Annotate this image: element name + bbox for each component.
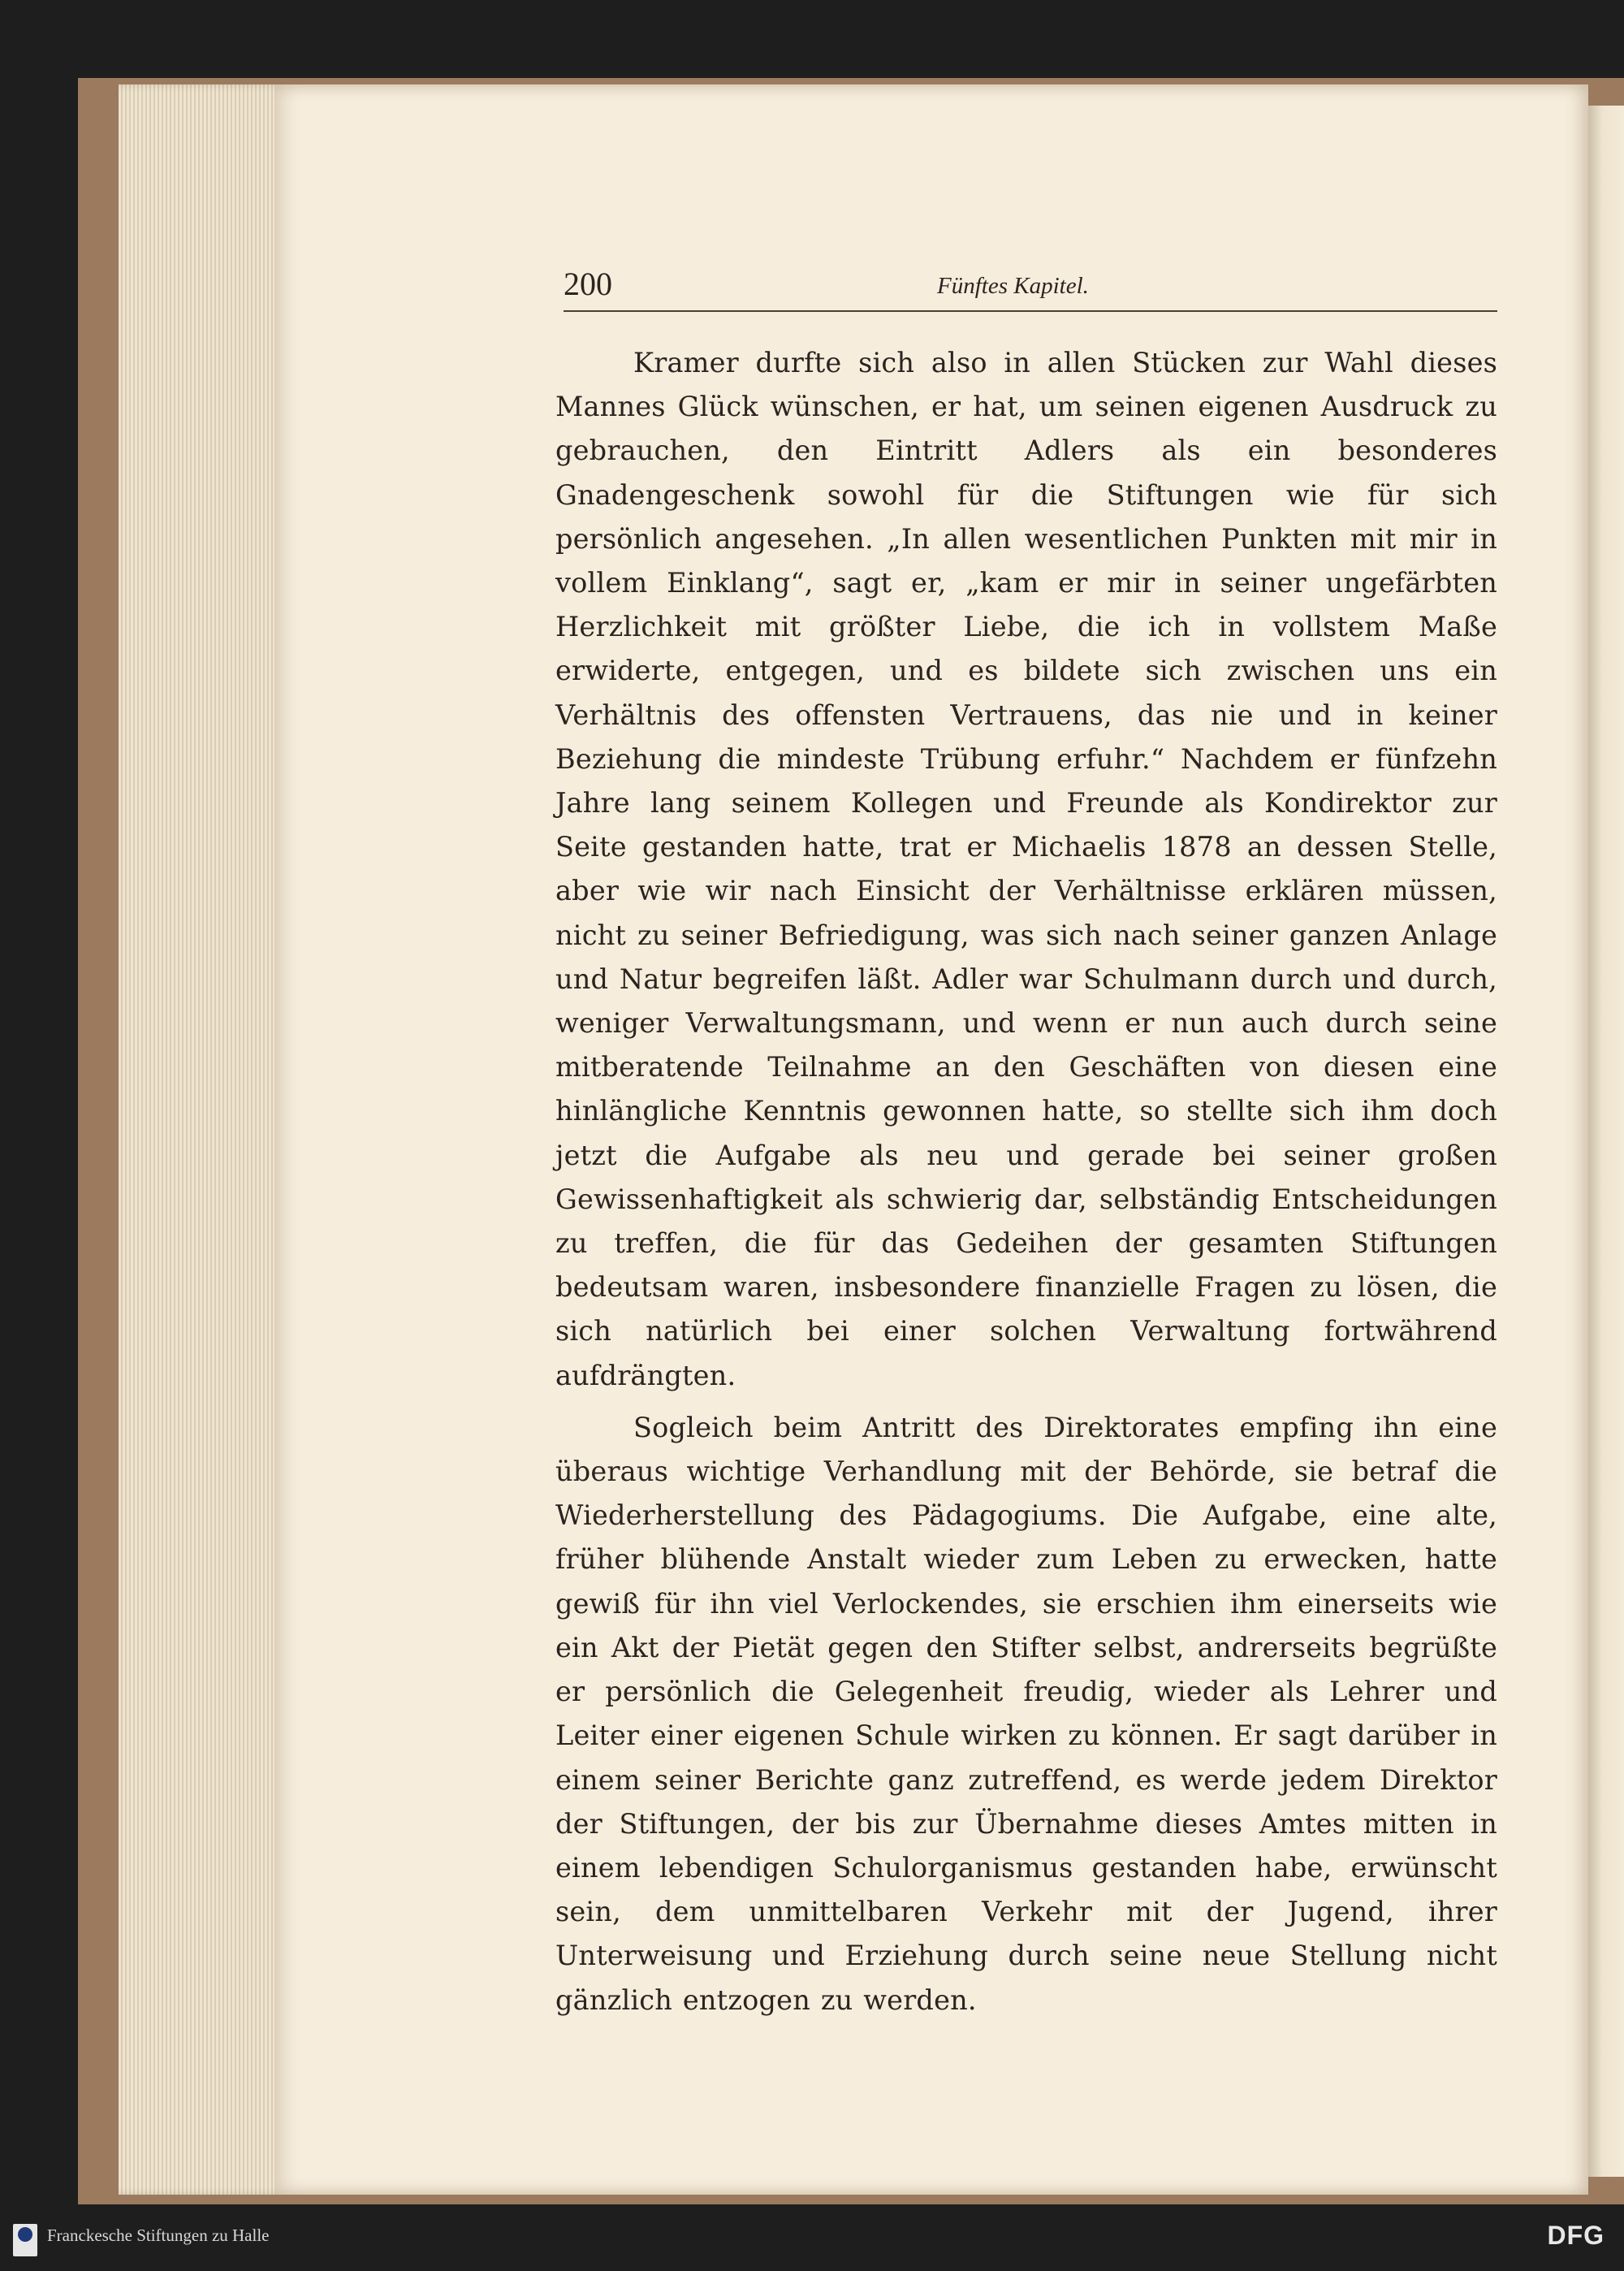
page-number: 200 [564,266,612,302]
paragraph: Kramer durfte sich also in allen Stücken zur Wahl dieses Mannes Glück wünschen, er hat, um seinen eigenen Ausdruck zu gebrauchen, den Eintritt Adlers als ein besonderes Gnadengeschenk sowohl für die Stiftungen wie für sich persönlich angesehen. „In allen wesentlichen Punkten mit mir in vollem Einklang“, sagt er, „kam er mir in seiner ungefärbten Herzlichkeit mit größter Liebe, die ich in vollstem Maße erwiderte, entgegen, und es bildete sich zwischen uns ein Verhältnis des offensten Vertrauens, das nie und in keiner Beziehung die mindeste Trübung erfuhr.“ Nachdem er fünfzehn Jahre lang seinem Kollegen und Freunde als Kondirektor zur Seite gestanden hatte, trat er Michaelis 1878 an dessen Stelle, aber wie wir nach Einsicht der Verhältnisse erklären müssen, nicht zu seiner Befriedigung, was sich nach seiner ganzen Anlage und Natur begreifen läßt. Adler war Schulmann durch und durch, weniger Verwaltungsmann, und wenn er nun auch durch seine mitberatende Teilnahme an den Geschäften von diesen eine hinlängliche Kenntnis gewonnen hatte, so stellte sich ihm doch jetzt die Aufgabe als neu und gerade bei seiner großen Gewissenhaftigkeit als schwierig dar, selbständig Entscheidungen zu treffen, die für das Gedeihen der gesamten Stiftungen bedeutsam waren, insbesondere finanzielle Fragen zu lösen, die sich natürlich bei einer solchen Verwaltung fortwährend aufdrängten. [555,347,1497,1391]
body-text [555,341,1497,2022]
institution-name: Franckesche Stiftungen zu Halle [47,2226,270,2245]
running-head: Fünftes Kapitel. [937,273,1089,299]
facing-page-edge [1588,106,1624,2177]
page-edges [119,84,299,2195]
paragraph: Sogleich beim Antritt des Direktorates empfing ihn eine überaus wichtige Verhandlung mit der Behörde, sie betraf die Wiederherstellung des Pädagogiums. Die Aufgabe, eine alte, früher blühende Anstalt wieder zum Leben zu erwecken, hatte gewiß für ihn viel Verlockendes, sie erschien ihm einerseits wie ein Akt der Pietät gegen den Stifter selbst, andrerseits begrüßte er persönlich die Gelegenheit freudig, wieder als Lehrer und Leiter einer eigenen Schule wirken zu können. Er sagt darüber in einem seiner Berichte ganz zutreffend, es werde jedem Direktor der Stiftungen, der bis zur Übernahme dieses Amtes mitten in einem lebendigen Schulorganismus gestanden habe, erwünscht sein, dem unmittelbaren Verkehr mit der Jugend, ihrer Unterweisung und Erziehung durch seine neue Stellung nicht gänzlich entzogen zu werden. [555,1411,1497,2016]
logo-mark-icon [18,2227,32,2242]
page-header [564,265,1497,312]
viewer-footer [0,2204,1624,2271]
funder-logo: DFG [1547,2221,1605,2250]
institution-logo-icon [13,2224,37,2256]
